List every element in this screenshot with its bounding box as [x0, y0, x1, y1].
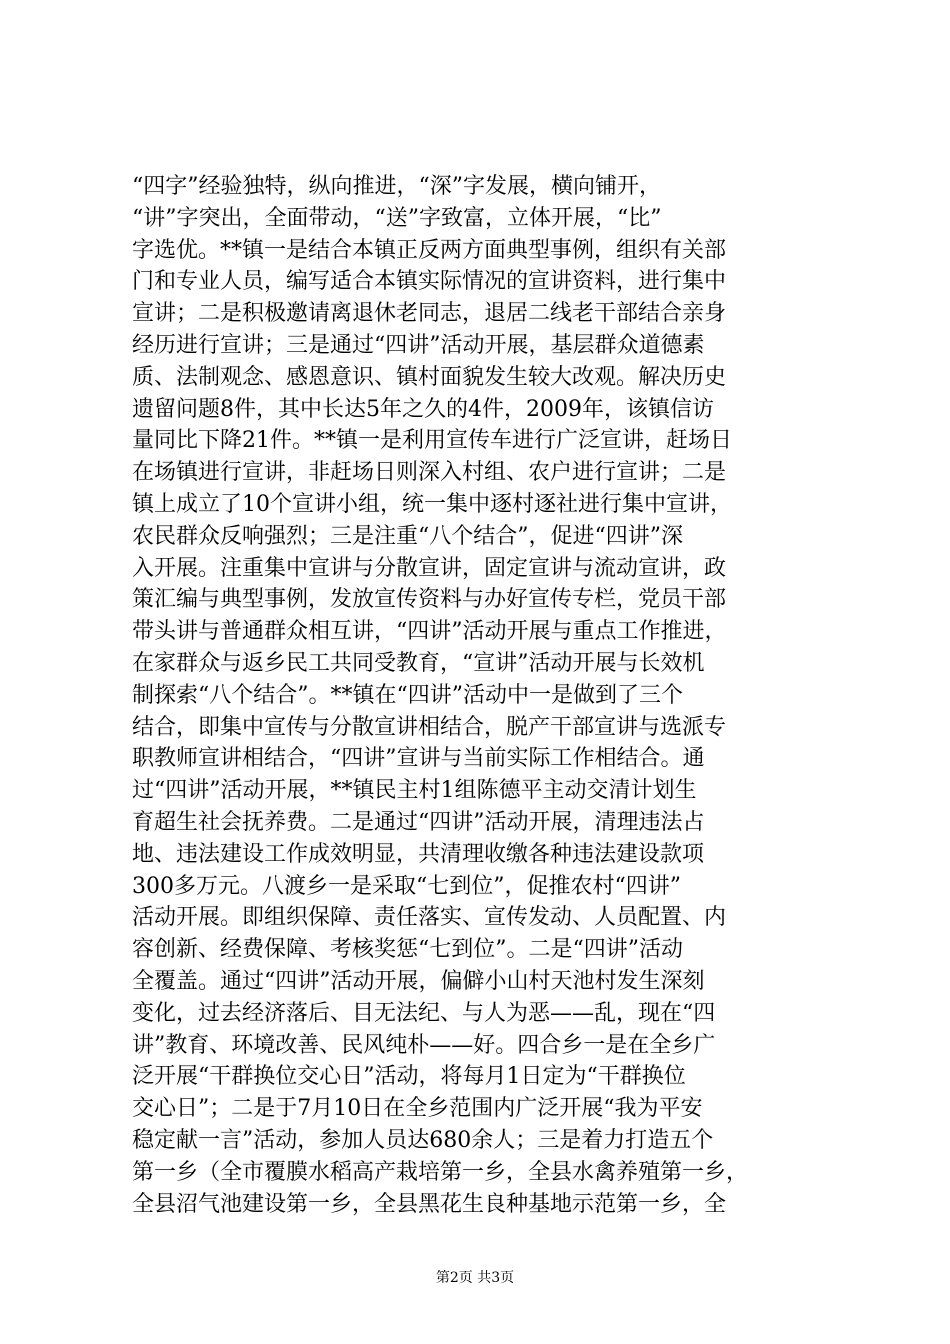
text-line: 字选优。**镇一是结合本镇正反两方面典型事例，组织有关部 — [132, 237, 727, 263]
text-line: 量同比下降21件。**镇一是利用宣传车进行广泛宣讲，赶场日 — [132, 428, 732, 454]
text-line: 全县沼气池建设第一乡，全县黑花生良种基地示范第一乡，全 — [132, 1191, 727, 1217]
text-line: 300多万元。八渡乡一是采取“七到位”，促推农村“四讲” — [132, 873, 681, 899]
text-line: 交心日”；二是于7月10日在全乡范围内广泛开展“我为平安 — [132, 1096, 703, 1122]
text-line: 门和专业人员，编写适合本镇实际情况的宣讲资料，进行集中 — [132, 269, 727, 295]
text-line: 宣讲；二是积极邀请离退休老同志，退居二线老干部结合亲身 — [132, 301, 727, 327]
text-line: 活动开展。即组织保障、责任落实、宣传发动、人员配置、内 — [132, 905, 727, 931]
text-line: 过“四讲”活动开展，**镇民主村1组陈德平主动交清计划生 — [132, 778, 697, 804]
text-line: 制探索“八个结合”。**镇在“四讲”活动中一是做到了三个 — [132, 682, 683, 708]
text-line: 入开展。注重集中宣讲与分散宣讲，固定宣讲与流动宣讲，政 — [132, 555, 727, 581]
text-line: 第一乡（全市覆膜水稻高产栽培第一乡，全县水禽养殖第一乡， — [132, 1159, 749, 1185]
text-line: “讲”字突出，全面带动，“送”字致富，立体开展，“比” — [132, 205, 662, 231]
text-line: 在家群众与返乡民工共同受教育，“宣讲”活动开展与长效机 — [132, 650, 705, 676]
text-line: 策汇编与典型事例，发放宣传资料与办好宣传专栏，党员干部 — [132, 587, 727, 613]
text-line: 农民群众反响强烈；三是注重“八个结合”，促进“四讲”深 — [132, 523, 683, 549]
text-line: 遗留问题8件，其中长达5年之久的4件，2009年，该镇信访 — [132, 396, 714, 422]
text-line: “四字”经验独特，纵向推进，“深”字发展，横向铺开， — [132, 174, 661, 199]
text-line: 职教师宣讲相结合，“四讲”宣讲与当前实际工作相结合。通 — [132, 746, 705, 772]
text-line: 带头讲与普通群众相互讲，“四讲”活动开展与重点工作推进， — [132, 619, 727, 645]
text-line: 经历进行宣讲；三是通过“四讲”活动开展，基层群众道德素 — [132, 332, 705, 358]
text-line: 地、违法建设工作成效明显，共清理收缴各种违法建设款项 — [132, 841, 705, 867]
text-line: 质、法制观念、感恩意识、镇村面貌发生较大改观。解决历史 — [132, 364, 727, 390]
text-line: 泛开展“干群换位交心日”活动，将每月1日定为“干群换位 — [132, 1064, 686, 1090]
body-text — [132, 171, 832, 1220]
text-line: 育超生社会抚养费。二是通过“四讲”活动开展，清理违法占 — [132, 809, 705, 835]
text-line: 结合，即集中宣传与分散宣讲相结合，脱产干部宣讲与选派专 — [132, 714, 727, 740]
text-line: 全覆盖。通过“四讲”活动开展，偏僻小山村天池村发生深刻 — [132, 968, 705, 994]
text-line: 变化，过去经济落后、目无法纪、与人为恶——乱，现在“四 — [132, 1000, 716, 1026]
text-line: 在场镇进行宣讲，非赶场日则深入村组、农户进行宣讲；二是 — [132, 460, 727, 486]
text-line: 稳定献一言”活动，参加人员达680余人；三是着力打造五个 — [132, 1127, 714, 1153]
text-line: 讲”教育、环境改善、民风纯朴——好。四合乡一是在全乡广 — [132, 1032, 716, 1058]
text-line: 容创新、经费保障、考核奖惩“七到位”。二是“四讲”活动 — [132, 937, 683, 963]
text-line: 镇上成立了10个宣讲小组，统一集中逐村逐社进行集中宣讲， — [132, 491, 732, 517]
page-footer: 第2页 共3页 — [435, 1270, 515, 1286]
